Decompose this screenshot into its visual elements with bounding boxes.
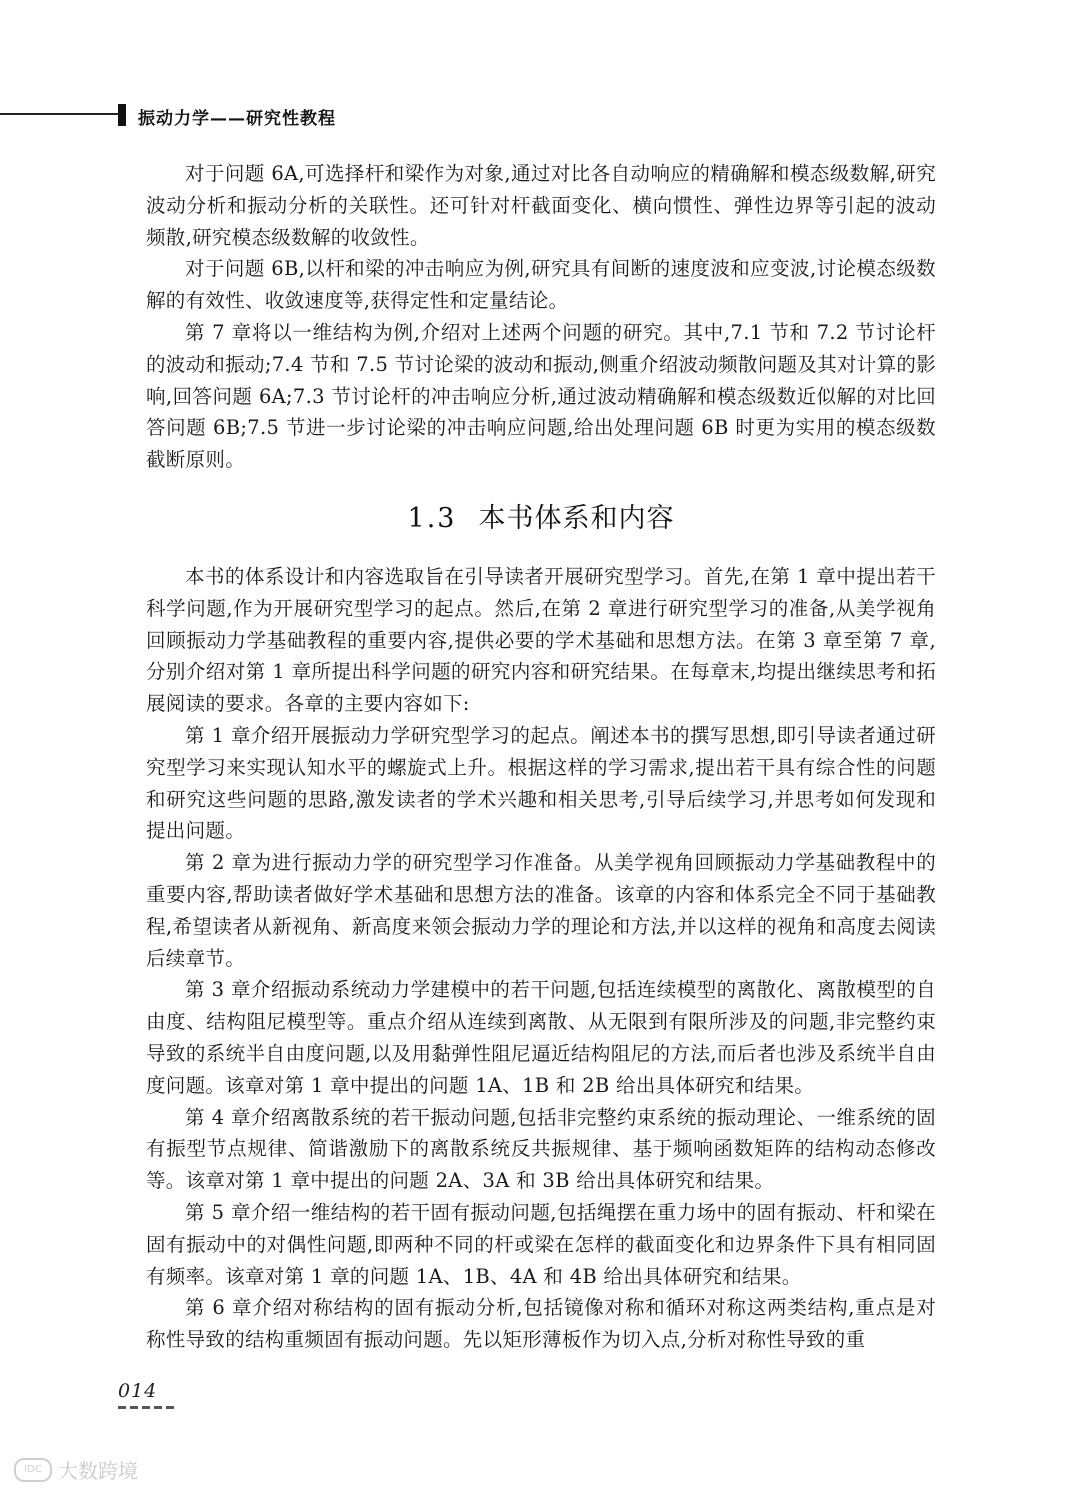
body-paragraph: 第 1 章介绍开展振动力学研究型学习的起点。阐述本书的撰写思想,即引导读者通过研究型学习来实现认知水平的螺旋式上升。根据这样的学习需求,提出若干具有综合性的问题和研究这些问题的思路,激发读者的学术兴趣和相关思考,引导后续学习,并思考如何发现和提出问题。	[146, 723, 936, 843]
running-head-title: 振动力学——研究性教程	[138, 109, 336, 129]
body-paragraph: 第 3 章介绍振动系统动力学建模中的若干问题,包括连续模型的离散化、离散模型的自由度、结构阻尼模型等。重点介绍从连续到离散、从无限到有限所涉及的问题,非完整约束导致的系统半自由度问题,以及用黏弹性阻尼逼近结构阻尼的方法,而后者也涉及系统半自由度问题。该章对第 1 章中提出的问题 1A、1B 和 2B 给出具体研究和结果。	[146, 978, 936, 1097]
page-body	[146, 158, 936, 1356]
body-paragraph: 对于问题 6A,可选择杆和梁作为对象,通过对比各自动响应的精确解和模态级数解,研究波动分析和振动分析的关联性。还可针对杆截面变化、横向惯性、弹性边界等引起的波动频散,研究模态级数解的收敛性。	[146, 162, 936, 249]
watermark	[14, 1455, 138, 1484]
watermark-text: 大数跨境	[58, 1459, 138, 1483]
section-title: 本书体系和内容	[478, 502, 675, 534]
body-paragraph: 第 5 章介绍一维结构的若干固有振动问题,包括绳摆在重力场中的固有振动、杆和梁在固有振动中的对偶性问题,即两种不同的杆或梁在怎样的截面变化和边界条件下具有相同固有频率。该章对第 1 章的问题 1A、1B、4A 和 4B 给出具体研究和结果。	[146, 1200, 936, 1288]
body-paragraph: 第 6 章介绍对称结构的固有振动分析,包括镜像对称和循环对称这两类结构,重点是对称性导致的结构重频固有振动问题。先以矩形薄板作为切入点,分析对称性导致的重	[146, 1296, 936, 1352]
body-paragraph: 第 7 章将以一维结构为例,介绍对上述两个问题的研究。其中,7.1 节和 7.2 节讨论杆的波动和振动;7.4 节和 7.5 节讨论梁的波动和振动,侧重介绍波动频散问题及其对计算的影响,回答问题 6A;7.3 节讨论杆的冲击响应分析,通过波动精确解和模态级数近似解的对比回答问题 6B;7.5 节进一步讨论梁的冲击响应问题,给出处理问题 6B 时更为实用的模态级数截断原则。	[146, 320, 936, 472]
body-paragraph: 第 4 章介绍离散系统的若干振动问题,包括非完整约束系统的振动理论、一维系统的固有振型节点规律、简谐激励下的离散系统反共振规律、基于频响函数矩阵的结构动态修改等。该章对第 1 章中提出的问题 2A、3A 和 3B 给出具体研究和结果。	[146, 1105, 936, 1193]
body-paragraph: 本书的体系设计和内容选取旨在引导读者开展研究型学习。首先,在第 1 章中提出若干科学问题,作为开展研究型学习的起点。然后,在第 2 章进行研究型学习的准备,从美学视角回顾振动力学基础教程的重要内容,提供必要的学术基础和思想方法。在第 3 章至第 7 章,分别介绍对第 1 章所提出科学问题的研究内容和研究结果。在每章末,均提出继续思考和拓展阅读的要求。各章的主要内容如下:	[146, 564, 936, 716]
section-number: 1.3	[407, 502, 457, 534]
body-paragraph: 第 2 章为进行振动力学的研究型学习作准备。从美学视角回顾振动力学基础教程中的重要内容,帮助读者做好学术基础和思想方法的准备。该章的内容和体系完全不同于基础教程,希望读者从新视角、新高度来领会振动力学的理论和方法,并以这样的视角和高度去阅读后续章节。	[146, 851, 936, 970]
footer-dashes	[118, 1406, 176, 1409]
body-paragraph: 对于问题 6B,以杆和梁的冲击响应为例,研究具有间断的速度波和应变波,讨论模态级数解的有效性、收敛速度等,获得定性和定量结论。	[146, 257, 936, 313]
page-number: 014	[118, 1380, 158, 1402]
section-heading	[146, 496, 936, 535]
header-bar	[118, 104, 126, 126]
header-rule	[0, 113, 118, 115]
watermark-logo-icon: IDC	[14, 1458, 52, 1482]
